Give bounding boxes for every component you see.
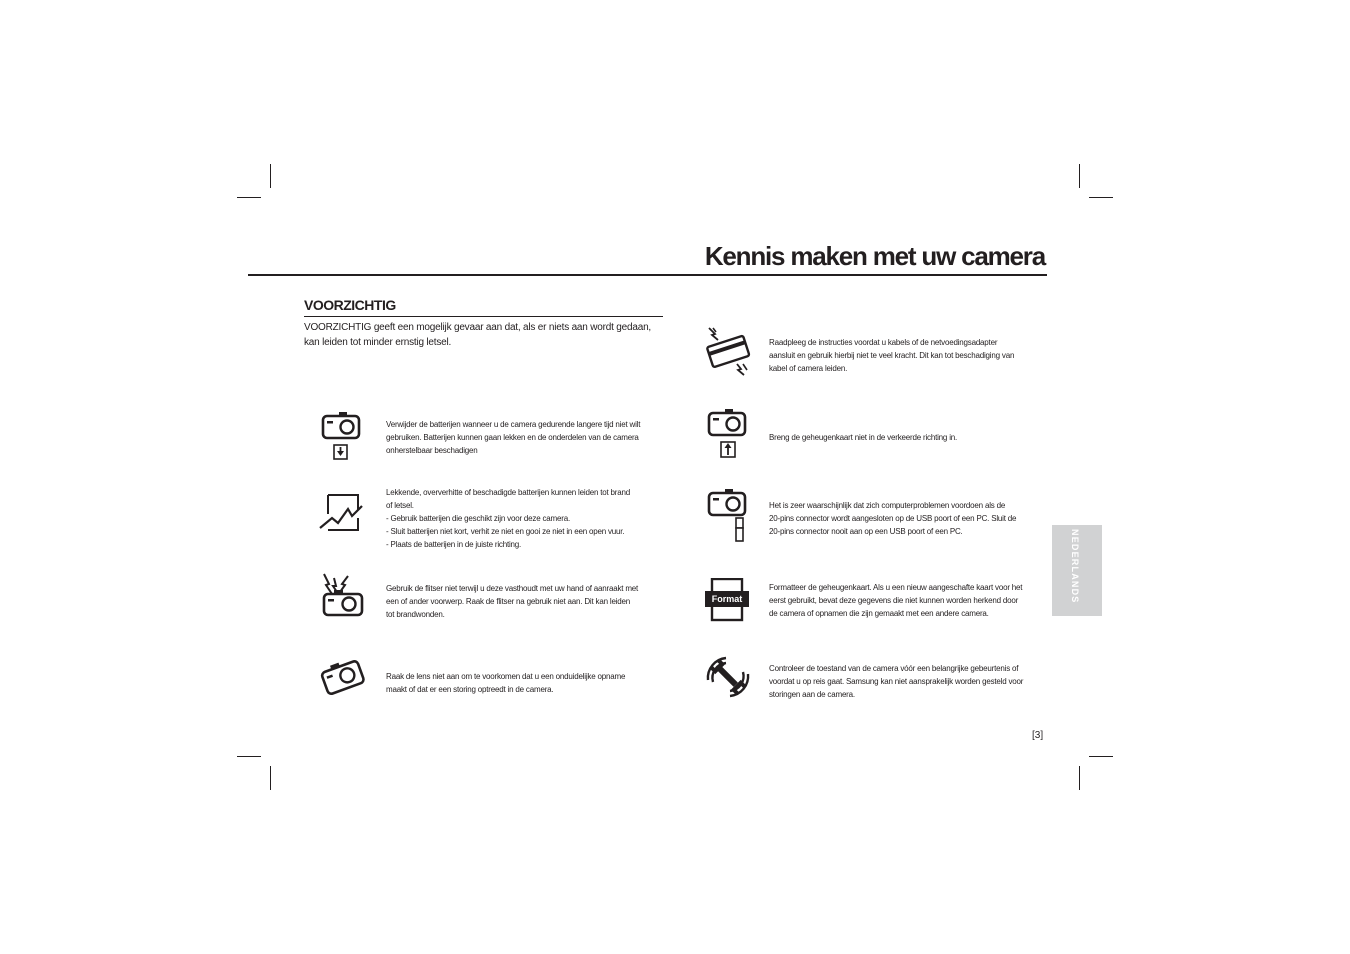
list-item: Raadpleeg de instructies voordat u kabels of de netvoedingsadapter aansluit en gebruik hierbij niet te veel kracht. Dit kan tot beschadiging van kabel of camera leiden. bbox=[769, 338, 1015, 373]
list-item: Controleer de toestand van de camera vóór een belangrijke gebeurtenis of voordat u op reis gaat. Samsung kan niet aansprakelijk worden gesteld voor storingen aan de camera. bbox=[769, 664, 1024, 699]
section-intro: VOORZICHTIG geeft een mogelijk gevaar aan dat, als er niets aan wordt gedaan, kan leiden tot minder ernstig letsel. bbox=[304, 322, 652, 348]
language-tab bbox=[1052, 525, 1102, 616]
list-item: Lekkende, oververhitte of beschadigde batterijen kunnen leiden tot brand of letsel. - Gebruik batterijen die geschikt zijn voor deze camera. - Sluit batterijen niet kort, verhit ze niet en gooi ze niet in een open vuur. - Plaats de batterijen in de juiste richting. bbox=[386, 488, 631, 549]
camera-lens-icon bbox=[320, 656, 366, 698]
crop-mark bbox=[237, 756, 261, 757]
camera-battery-down-icon bbox=[320, 411, 364, 463]
page-number: [3] bbox=[1032, 730, 1044, 741]
list-item: Verwijder de batterijen wanneer u de camera gedurende langere tijd niet wilt gebruiken. Batterijen kunnen gaan lekken en de onderdelen van de camera onherstelbaar beschadigen bbox=[386, 420, 641, 455]
language-tab-label: NEDERLANDS bbox=[1070, 529, 1080, 604]
flash-hand-icon bbox=[320, 572, 366, 618]
crop-mark bbox=[1089, 197, 1113, 198]
section-heading: VOORZICHTIG bbox=[304, 297, 396, 313]
wrench-service-icon bbox=[704, 654, 752, 700]
card-force-icon bbox=[703, 324, 753, 378]
crop-mark bbox=[1079, 766, 1080, 790]
list-item: Formatteer de geheugenkaart. Als u een nieuw aangeschafte kaart voor het eerst gebruikt, bevat deze gegevens die niet kunnen worden herkend door de camera of opnamen die zijn gemaakt met een andere camera. bbox=[769, 583, 1023, 618]
crop-mark bbox=[270, 164, 271, 188]
damaged-battery-icon bbox=[318, 492, 364, 534]
crop-mark bbox=[1089, 756, 1113, 757]
list-item: Breng de geheugenkaart niet in de verkeerde richting in. bbox=[769, 433, 958, 442]
camera-usb-icon bbox=[706, 488, 750, 544]
format-card-icon bbox=[705, 578, 749, 622]
format-label: Format bbox=[711, 594, 743, 604]
page-title: Kennis maken met uw camera bbox=[704, 241, 1045, 271]
list-item: Het is zeer waarschijnlijk dat zich computerproblemen voordoen als de 20-pins connector wordt aangesloten op de USB poort of een PC. Sluit de 20-pins connector nooit aan op een USB poort of een PC. bbox=[769, 501, 1017, 536]
crop-mark bbox=[270, 766, 271, 790]
camera-card-up-icon bbox=[706, 408, 750, 460]
section-rule bbox=[304, 316, 663, 317]
title-rule bbox=[248, 274, 1047, 276]
crop-mark bbox=[1079, 164, 1080, 188]
list-item: Gebruik de flitser niet terwijl u deze vasthoudt met uw hand of aanraakt met een of ander voorwerp. Raak de flitser na gebruik niet aan. Dit kan leiden tot brandwonden. bbox=[386, 584, 639, 619]
crop-mark bbox=[237, 197, 261, 198]
list-item: Raak de lens niet aan om te voorkomen dat u een onduidelijke opname maakt of dat er een storing optreedt in de camera. bbox=[386, 672, 626, 694]
